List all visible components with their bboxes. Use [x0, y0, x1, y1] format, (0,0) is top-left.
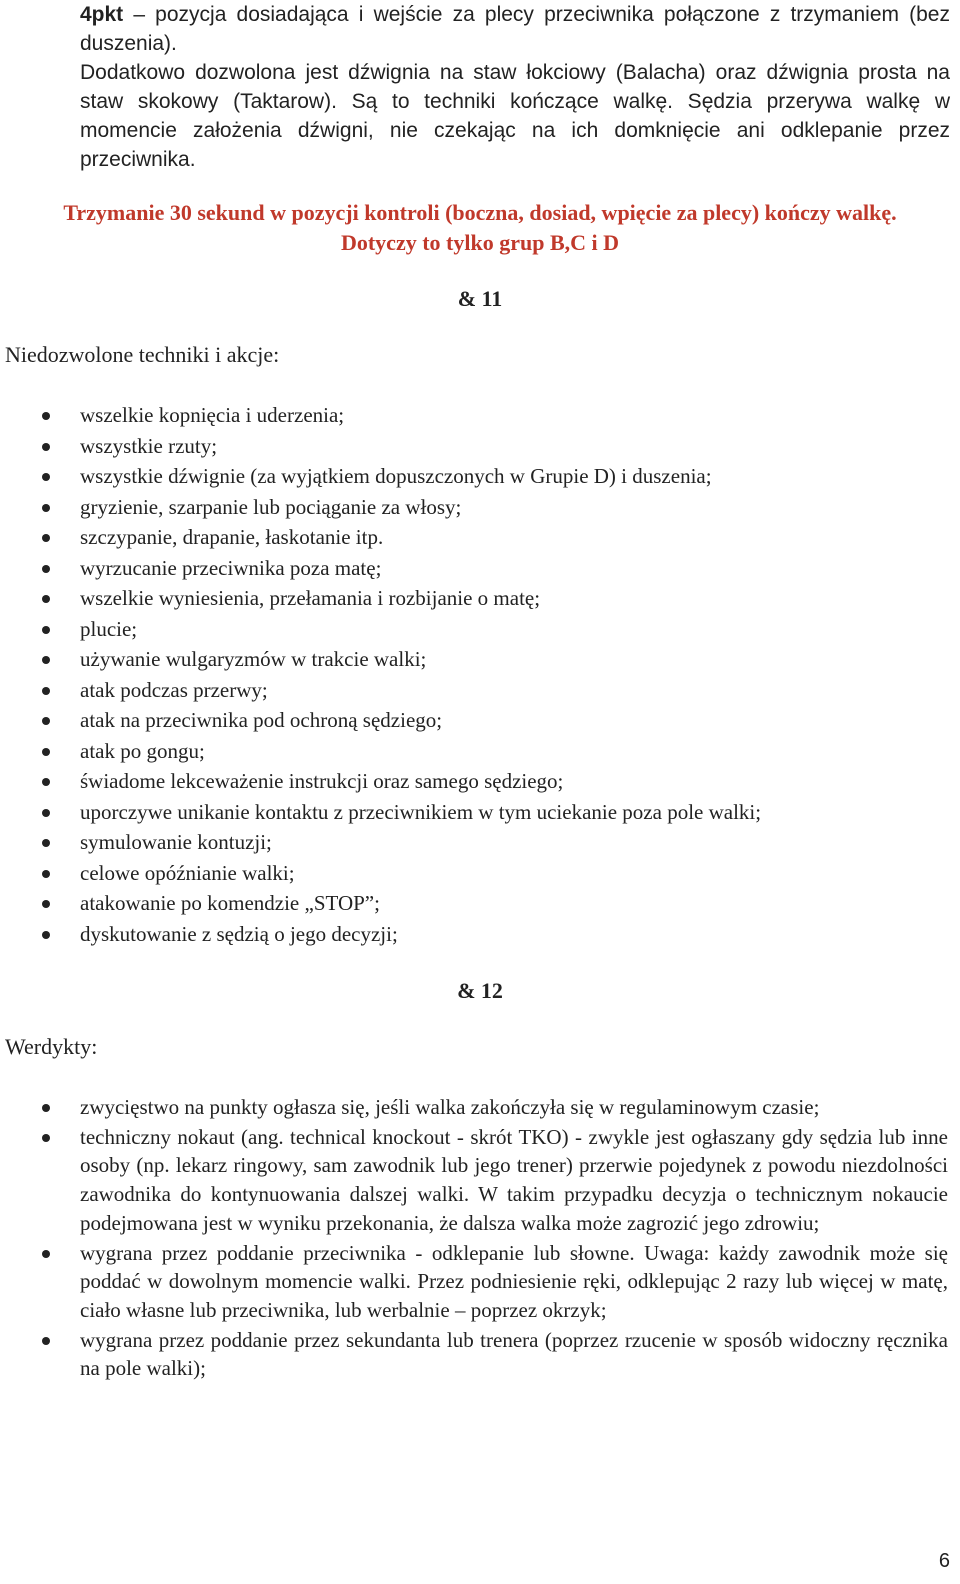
list-item: wszystkie dźwignie (za wyjątkiem dopuszczonych w Grupie D) i duszenia;	[0, 461, 948, 492]
bullet-icon	[42, 900, 50, 908]
list-item: wyrzucanie przeciwnika poza matę;	[0, 553, 948, 584]
bullet-icon	[42, 1337, 50, 1345]
bullet-icon	[42, 809, 50, 817]
list-item: symulowanie kontuzji;	[0, 827, 948, 858]
intro-paragraph-1	[80, 0, 950, 58]
list-item: dyskutowanie z sędzią o jego decyzji;	[0, 919, 948, 950]
bullet-icon	[42, 534, 50, 542]
bullet-icon	[42, 626, 50, 634]
notice-line-1: Trzymanie 30 sekund w pozycji kontroli (boczna, dosiad, wpięcie za plecy) kończy walkę.	[63, 200, 897, 225]
prohibited-techniques-list	[0, 400, 948, 949]
bullet-icon	[42, 656, 50, 664]
list-item: świadome lekceważenie instrukcji oraz samego sędziego;	[0, 766, 948, 797]
bullet-icon	[42, 443, 50, 451]
list-item: atak po gongu;	[0, 736, 948, 767]
bullet-icon	[42, 717, 50, 725]
page-number: 6	[938, 1550, 950, 1572]
red-notice	[0, 198, 960, 258]
list-item: atak podczas przerwy;	[0, 675, 948, 706]
section-11-heading: Niedozwolone techniki i akcje:	[5, 342, 280, 367]
list-item: zwycięstwo na punkty ogłasza się, jeśli walka zakończyła się w regulaminowym czasie;	[0, 1093, 948, 1122]
bullet-icon	[42, 473, 50, 481]
bullet-icon	[42, 1250, 50, 1258]
bullet-icon	[42, 839, 50, 847]
list-item: atak na przeciwnika pod ochroną sędziego;	[0, 705, 948, 736]
section-11-mark: & 11	[457, 286, 503, 311]
list-item: wszelkie kopnięcia i uderzenia;	[0, 400, 948, 431]
list-item: atakowanie po komendzie „STOP”;	[0, 888, 948, 919]
bullet-icon	[42, 1104, 50, 1112]
section-12-heading: Werdykty:	[5, 1034, 98, 1059]
bullet-icon	[42, 778, 50, 786]
list-item: techniczny nokaut (ang. technical knockout - skrót TKO) - zwykle jest ogłaszany gdy sędzia lub inne osoby (np. lekarz ringowy, sam zawodnik lub jego trener) przerwie pojedynek z powodu niezdolności zawodnika do kontynuowania dalszej walki. W takim przypadku decyzja o technicznym nokaucie podejmowana jest w wyniku przekonania, że dalsza walka może zagrozić jego zdrowiu;	[0, 1123, 948, 1238]
list-item: wygrana przez poddanie przez sekundanta lub trenera (poprzez rzucenie w sposób widoczny ręcznika na pole walki);	[0, 1326, 948, 1383]
list-item: używanie wulgaryzmów w trakcie walki;	[0, 644, 948, 675]
bullet-icon	[42, 504, 50, 512]
bullet-icon	[42, 565, 50, 573]
list-item: wszelkie wyniesienia, przełamania i rozbijanie o matę;	[0, 583, 948, 614]
intro-first-text: – pozycja dosiadająca i wejście za plecy przeciwnika połączone z trzymaniem (bez duszenia).	[80, 3, 950, 55]
verdicts-list	[0, 1093, 948, 1384]
list-item: celowe opóźnianie walki;	[0, 858, 948, 889]
list-item: szczypanie, drapanie, łaskotanie itp.	[0, 522, 948, 553]
intro-label: 4pkt	[80, 3, 124, 26]
list-item: wygrana przez poddanie przeciwnika - odklepanie lub słowne. Uwaga: każdy zawodnik może się poddać w dowolnym momencie walki. Przez podniesienie ręki, odklepując 2 razy lub więcej w matę, ciało własne lub przeciwnika, lub werbalnie – poprzez okrzyk;	[0, 1239, 948, 1325]
bullet-icon	[42, 748, 50, 756]
bullet-icon	[42, 1134, 50, 1142]
bullet-icon	[42, 412, 50, 420]
section-12-mark: & 12	[457, 978, 503, 1003]
list-item: uporczywe unikanie kontaktu z przeciwnikiem w tym uciekanie poza pole walki;	[0, 797, 948, 828]
list-item: gryzienie, szarpanie lub pociąganie za włosy;	[0, 492, 948, 523]
bullet-icon	[42, 931, 50, 939]
intro-text	[80, 0, 950, 174]
notice-line-2: Dotyczy to tylko grup B,C i D	[340, 230, 620, 255]
bullet-icon	[42, 870, 50, 878]
intro-paragraph-2: Dodatkowo dozwolona jest dźwignia na staw łokciowy (Balacha) oraz dźwignia prosta na staw skokowy (Taktarow). Są to techniki kończące walkę. Sędzia przerywa walkę w momencie założenia dźwigni, nie czekając na ich domknięcie ani odklepanie przez przeciwnika.	[80, 61, 950, 171]
bullet-icon	[42, 595, 50, 603]
list-item: wszystkie rzuty;	[0, 431, 948, 462]
bullet-icon	[42, 687, 50, 695]
list-item: plucie;	[0, 614, 948, 645]
